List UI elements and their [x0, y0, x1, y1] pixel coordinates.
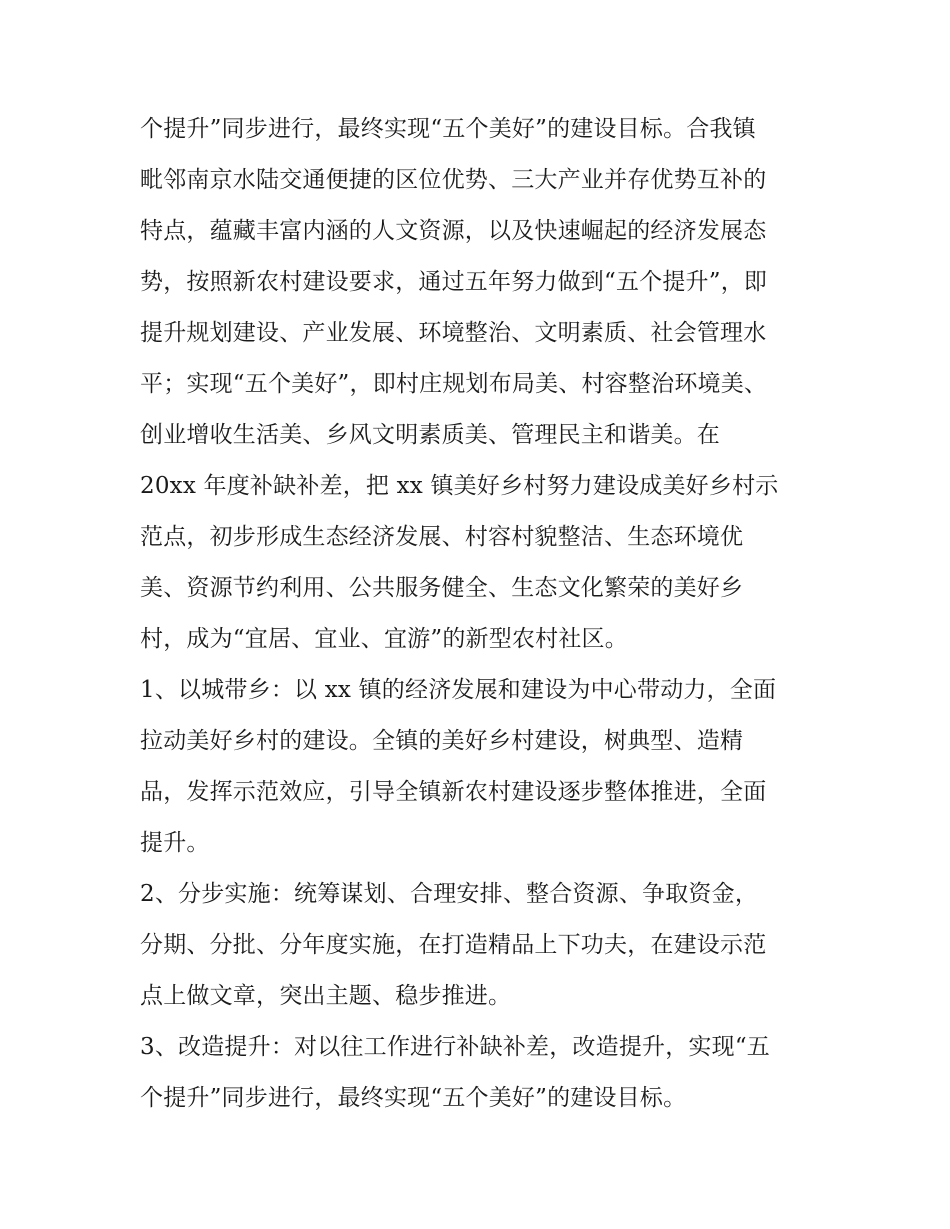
list-item-1: 1、以城带乡：以 xx 镇的经济发展和建设为中心带动力，全面	[140, 677, 777, 703]
text-line: 点上做文章，突出主题、稳步推进。	[140, 983, 512, 1009]
text-line: 品，发挥示范效应，引导全镇新农村建设逐步整体推进，全面	[140, 779, 767, 805]
document-body	[140, 104, 820, 1124]
text-line: 范点，初步形成生态经济发展、村容村貌整洁、生态环境优	[140, 524, 744, 550]
text-line: 提升。	[140, 830, 210, 856]
text-line: 个提升”同步进行，最终实现“五个美好”的建设目标。合我镇	[140, 116, 756, 142]
text-line: 美、资源节约利用、公共服务健全、生态文化繁荣的美好乡	[140, 575, 744, 601]
text-line: 分期、分批、分年度实施，在打造精品上下功夫，在建设示范	[140, 932, 767, 958]
text-line: 提升规划建设、产业发展、环境整治、文明素质、社会管理水	[140, 320, 767, 346]
text-line: 个提升”同步进行，最终实现“五个美好”的建设目标。	[140, 1085, 687, 1111]
text-line: 拉动美好乡村的建设。全镇的美好乡村建设，树典型、造精	[140, 728, 744, 754]
text-line: 20xx 年度补缺补差，把 xx 镇美好乡村努力建设成美好乡村示	[140, 473, 779, 499]
list-item-3: 3、改造提升：对以往工作进行补缺补差，改造提升，实现“五	[140, 1034, 770, 1060]
text-line: 毗邻南京水陆交通便捷的区位优势、三大产业并存优势互补的	[140, 167, 767, 193]
text-line: 平；实现“五个美好”，即村庄规划布局美、村容整治环境美、	[140, 371, 768, 397]
text-line: 村，成为“宜居、宜业、宜游”的新型农村社区。	[140, 626, 628, 652]
text-line: 创业增收生活美、乡风文明素质美、管理民主和谐美。在	[140, 422, 720, 448]
text-line: 势，按照新农村建设要求，通过五年努力做到“五个提升”，即	[140, 269, 768, 295]
text-line: 特点，蕴藏丰富内涵的人文资源，以及快速崛起的经济发展态	[140, 218, 767, 244]
list-item-2: 2、分步实施：统筹谋划、合理安排、整合资源、争取资金，	[140, 881, 759, 907]
